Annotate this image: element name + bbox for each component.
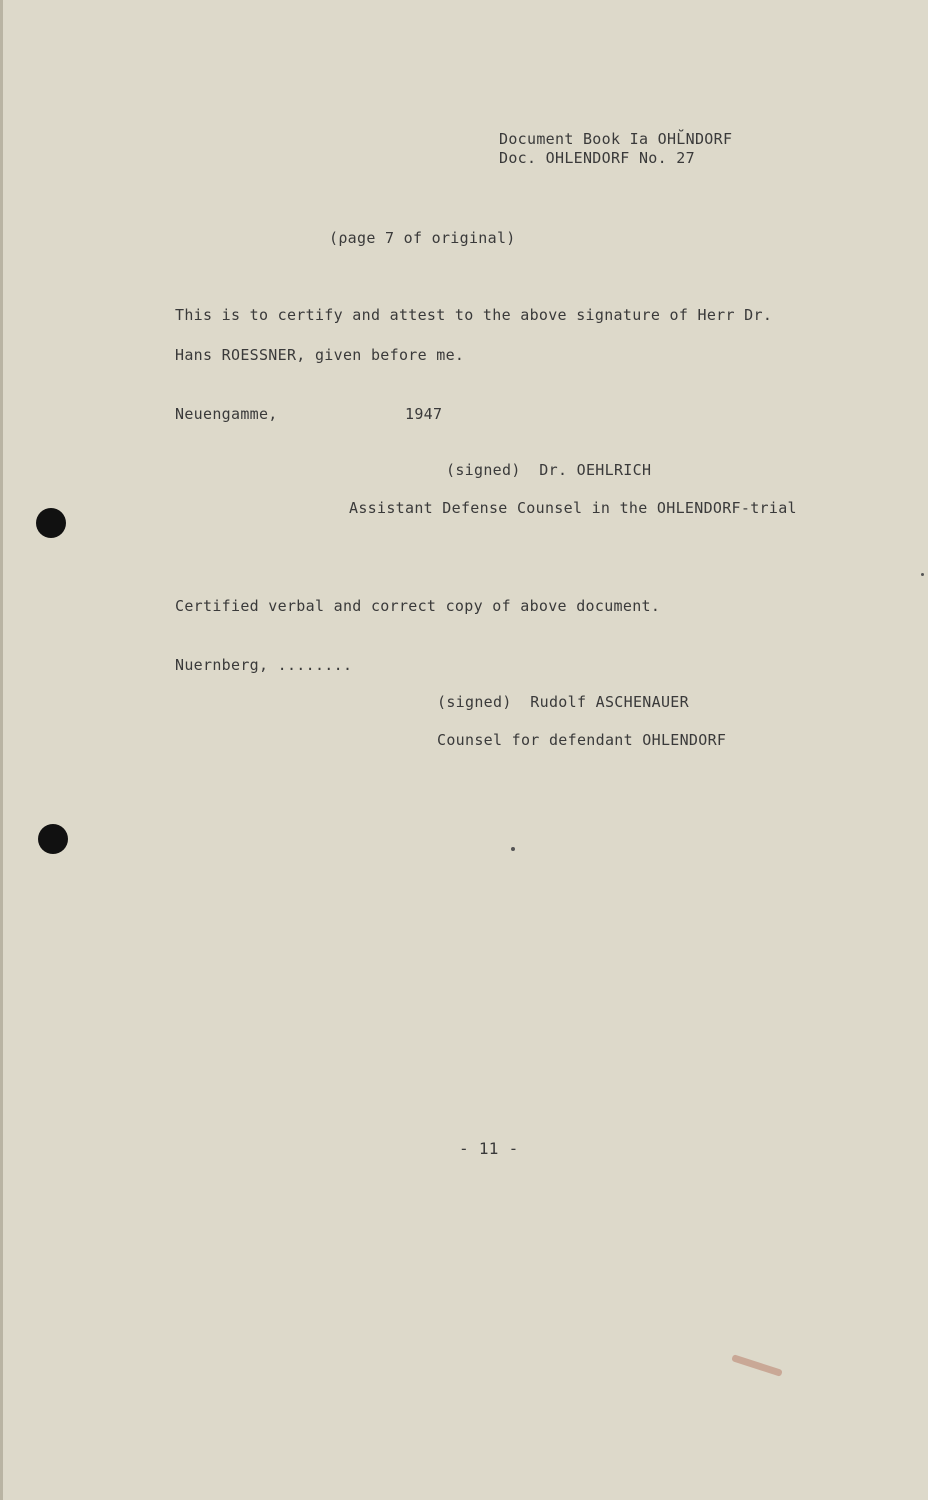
copy-certification-signature: (signed) Rudolf ASCHENAUER: [437, 693, 689, 711]
certification-line-1: This is to certify and attest to the above signature of Herr Dr.: [175, 306, 773, 324]
page-reference: (ρage 7 of original): [329, 229, 516, 247]
certification-signature: (signed) Dr. OEHLRICH: [446, 461, 652, 479]
certification-place: Neuengamme,: [175, 405, 278, 423]
paper-stain: [731, 1354, 783, 1377]
copy-certification-signer-title: Counsel for defendant OHLENDORF: [437, 731, 727, 749]
certification-signer-title: Assistant Defense Counsel in the OHLENDORF-trial: [349, 499, 797, 517]
page-number: - 11 -: [459, 1139, 519, 1158]
copy-certification-place: Nuernberg, ........: [175, 656, 353, 674]
punch-hole-top: [36, 508, 66, 538]
punch-hole-bottom: [38, 824, 68, 854]
copy-certification-line: Certified verbal and correct copy of above document.: [175, 597, 661, 615]
ink-speck: [511, 847, 515, 851]
ink-speck: [921, 573, 924, 576]
certification-year: 1947: [405, 405, 443, 423]
document-number-label: Doc. OHLENDORF No. 27: [499, 149, 695, 167]
document-book-label: Document Book Ia OHL̆NDORF: [499, 130, 733, 148]
certification-line-2: Hans ROESSNER, given before me.: [175, 346, 465, 364]
